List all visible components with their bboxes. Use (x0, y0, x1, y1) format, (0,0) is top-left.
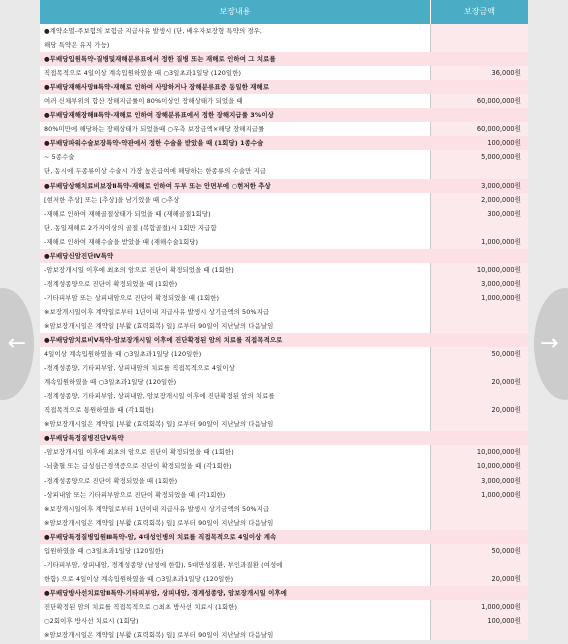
coverage-amount: 36,000원 (491, 69, 521, 78)
coverage-text: -암보장개시일 이후에 최초의 암으로 진단이 확정되었을 때 (1회한) (44, 265, 234, 274)
coverage-amount: 2,000,000원 (481, 195, 521, 204)
table-row (40, 502, 528, 516)
coverage-text: ※암보장개시일은 계약일 [부활 (효력회복) 일] 로부터 90일이 지난날의 다음날임 (44, 518, 274, 527)
coverage-amount: 20,000원 (491, 574, 521, 583)
table-row (40, 164, 528, 178)
coverage-amount: 1,000,000원 (481, 602, 521, 611)
coverage-amount: 3,000,000원 (481, 279, 521, 288)
coverage-amount: 5,000,000원 (481, 153, 521, 162)
coverage-amount: 3,000,000원 (481, 181, 521, 190)
table-row (40, 572, 528, 586)
coverage-text: ※암보장개시일은 계약일 [부활 (효력회복) 일] 로부터 90일이 지난날의 다음날임 (44, 631, 274, 640)
table-row (40, 94, 528, 108)
coverage-text: 직접목적으로 통원하였을 때 (각1회한) (44, 406, 154, 415)
coverage-amount: 60,000,000원 (476, 97, 521, 106)
coverage-text: 단, 동일재해로 2가지이상의 골절 (복합골절)시 1회만 지급함 (44, 223, 217, 232)
section-heading-row (40, 136, 528, 150)
header-coverage-amount: 보장금액 (464, 7, 495, 16)
table-row (40, 305, 528, 319)
section-heading-row (40, 108, 528, 122)
coverage-text: ●무배당재해사망Ⅱ특약-재해로 인하여 사망하거나 장해분류표중 동일한 재해로 (44, 83, 270, 92)
table-row (40, 66, 528, 80)
table-row (40, 361, 528, 375)
coverage-text: ※보장개시일이후 계약일로부터 1년이내 지급사유 발생시 상기금액의 50%지급 (44, 307, 270, 316)
section-heading-row (40, 333, 528, 347)
coverage-text: 단, 동시에 두종류이상 수술시 가장 높은급여에 해당하는 한종류의 수술만 지급 (44, 167, 267, 176)
coverage-amount: 100,000원 (487, 139, 521, 148)
section-heading-row (40, 586, 528, 600)
section-heading-row (40, 52, 528, 66)
coverage-amount: 50,000원 (491, 546, 521, 555)
coverage-text: 계속입원하였을 때 ○3일초과1일당 (120일한) (44, 378, 177, 387)
table-row (40, 389, 528, 403)
table-row (40, 417, 528, 431)
coverage-text: -암보장개시일 이후에 최초의 암으로 진단이 확정되었을 때 (1회한) (44, 448, 234, 457)
coverage-text: -뇌출혈 또는 급성심근경색증으로 진단이 확정되었을 때 (각1회한) (44, 462, 232, 471)
coverage-text: -기타피부암, 상피내암, 경계성종양 (남성에 한함), 5대만성질환, 부인과질환 (여성에 (44, 560, 283, 569)
coverage-text: ●무배당신암진단Ⅳ특약 (44, 251, 114, 260)
table-row (40, 150, 528, 164)
table-row (40, 122, 528, 136)
coverage-text: [현저한 추상] 또는 [추상]을 남기었을 때 ○추상 (44, 195, 180, 204)
coverage-text: ○2회이후 방사선 치료시 (1회당) (44, 616, 139, 625)
section-heading-row (40, 431, 528, 445)
coverage-amount: 3,000,000원 (481, 476, 521, 485)
coverage-amount: 1,000,000원 (481, 293, 521, 302)
coverage-text: ●무배당입원특약-질병및재해분류표에서 정한 질병 또는 재해로 인하여 그 치료를 (44, 55, 276, 64)
coverage-text: 한함) 으로 4일이상 계속입원하였을 때 ○3일초과1일당 (120일한) (44, 574, 234, 583)
table-row (40, 263, 528, 277)
coverage-amount: 20,000원 (491, 378, 521, 387)
coverage-text: -경계성종양으로 진단이 확정되었을 때 (1회한) (44, 476, 178, 485)
coverage-table (40, 0, 528, 640)
coverage-text: -경계성종양으로 진단이 확정되었을 때 (1회한) (44, 279, 178, 288)
coverage-amount: 1,000,000원 (481, 490, 521, 499)
coverage-text: 입원하였을 때 ○3일초과1일당 (120일한) (44, 546, 164, 555)
coverage-amount: 60,000,000원 (476, 125, 521, 134)
coverage-text: ●무배당방사선치료암Ⅱ특약-기타피부암, 상피내암, 경계성종양, 암보장개시일 이후에 (44, 588, 287, 597)
table-row (40, 516, 528, 530)
coverage-text: ~ 5종수술 (44, 153, 75, 162)
table-row (40, 319, 528, 333)
table-row (40, 193, 528, 207)
table-header (40, 0, 528, 24)
table-row (40, 614, 528, 628)
coverage-text: ●무배당상해치료비보장Ⅱ특약-재해로 인하여 두부 또는 안면부에 ○현저한 추상 (44, 181, 271, 190)
coverage-text: ●무배당특정질병진단Ⅴ특약 (44, 434, 124, 443)
table-row (40, 558, 528, 572)
next-page-arrow-icon[interactable]: → (534, 288, 568, 400)
table-row (40, 459, 528, 473)
section-heading-row (40, 179, 528, 193)
coverage-text: 진단확정된 암의 치료를 직접목적으로 ○최초 방사선 치료시 (1회한) (44, 602, 238, 611)
table-row (40, 600, 528, 614)
table-row (40, 291, 528, 305)
table-row (40, 628, 528, 642)
table-row (40, 544, 528, 558)
coverage-text: 80%미만에 해당하는 장해상태가 되었을때 ○우측 보장금액×해당 장해지급률 (44, 125, 265, 134)
table-row (40, 474, 528, 488)
coverage-text: ●무배당암치료비Ⅴ특약-암보장개시일 이후에 진단확정된 암의 치료를 직접목적으로 (44, 336, 283, 345)
coverage-text: 해당 특약은 유지 가능) (44, 41, 110, 50)
coverage-text: -재해로 인하여 재해수술을 받았을 때 (재해수술1회당) (44, 237, 199, 246)
table-body (40, 24, 528, 642)
coverage-amount: 100,000원 (487, 616, 521, 625)
table-row (40, 347, 528, 361)
coverage-text: ●계약소멸-주보험의 보험금 지급사유 발생시 (단, 배우자보장형 특약의 경우, (44, 27, 263, 35)
coverage-amount: 50,000원 (491, 350, 521, 359)
coverage-amount: 10,000,000원 (476, 462, 521, 471)
coverage-text: -기타피부암 또는 상피내암으로 진단이 확정되었을 때 (1회한) (44, 293, 220, 302)
coverage-amount: 10,000,000원 (476, 448, 521, 457)
coverage-text: ●무배당특정질병입원Ⅲ특약-암, 4대성인병의 치료를 직접목적으로 4일이상 계속 (44, 532, 277, 541)
table-row (40, 38, 528, 52)
coverage-text: ※암보장개시일은 계약일 [부활 (효력회복) 일] 로부터 90일이 지난날의 다음날임 (44, 321, 274, 330)
section-heading-row (40, 80, 528, 94)
table-row (40, 235, 528, 249)
header-coverage-content: 보장내용 (40, 0, 431, 24)
coverage-text: -재해로 인하여 재해골절상태가 되었을 때 (재해골절1회당) (44, 209, 211, 218)
coverage-text: ●무배당파워수술보장특약-약관에서 정한 수술을 받았을 때 (1회당) 1종수술 (44, 139, 264, 148)
coverage-amount: 20,000원 (491, 406, 521, 415)
table-row (40, 24, 528, 38)
table-row (40, 221, 528, 235)
table-row (40, 375, 528, 389)
coverage-text: -경계성종양, 기타피부암, 상피내암, 암보장개시일 이후에 진단확정된 암의 치료를 (44, 392, 275, 401)
section-heading-row (40, 530, 528, 544)
coverage-text: 4일이상 계속입원하였을 때 ○3일초과1일당 (120일한) (44, 350, 202, 359)
section-heading-row (40, 249, 528, 263)
coverage-text: ※보장개시일이후 계약일로부터 1년이내 지급사유 발생시 상기금액의 50%지급 (44, 504, 270, 513)
coverage-text: -상피내암 또는 기타피부암으로 진단이 확정되었을 때 (각1회한) (44, 490, 226, 499)
table-row (40, 403, 528, 417)
coverage-text: 여러 신체부위의 합산 장해지급률이 80%이상인 장해상태가 되었을 때 (44, 97, 243, 106)
coverage-text: 직접목적으로 4일이상 계속입원하였을 때 ○3일초과1일당 (120일한) (44, 69, 242, 78)
coverage-amount: 10,000,000원 (476, 265, 521, 274)
table-row (40, 207, 528, 221)
coverage-amount: 300,000원 (487, 209, 521, 218)
coverage-amount: 1,000,000원 (481, 237, 521, 246)
table-row (40, 445, 528, 459)
coverage-text: ●무배당재해장해Ⅱ특약-재해로 인하여 장해분류표에서 정한 장해지급률 3%이상 (44, 111, 274, 120)
table-row (40, 277, 528, 291)
prev-page-arrow-icon[interactable]: ← (0, 288, 34, 400)
table-row (40, 488, 528, 502)
coverage-text: -경계성종양, 기타피부암, 상피내암의 치료를 직접목적으로 4일이상 (44, 364, 235, 373)
coverage-text: ※암보장개시일은 계약일 [부활 (효력회복) 일] 로부터 90일이 지난날의 다음날임 (44, 420, 274, 429)
